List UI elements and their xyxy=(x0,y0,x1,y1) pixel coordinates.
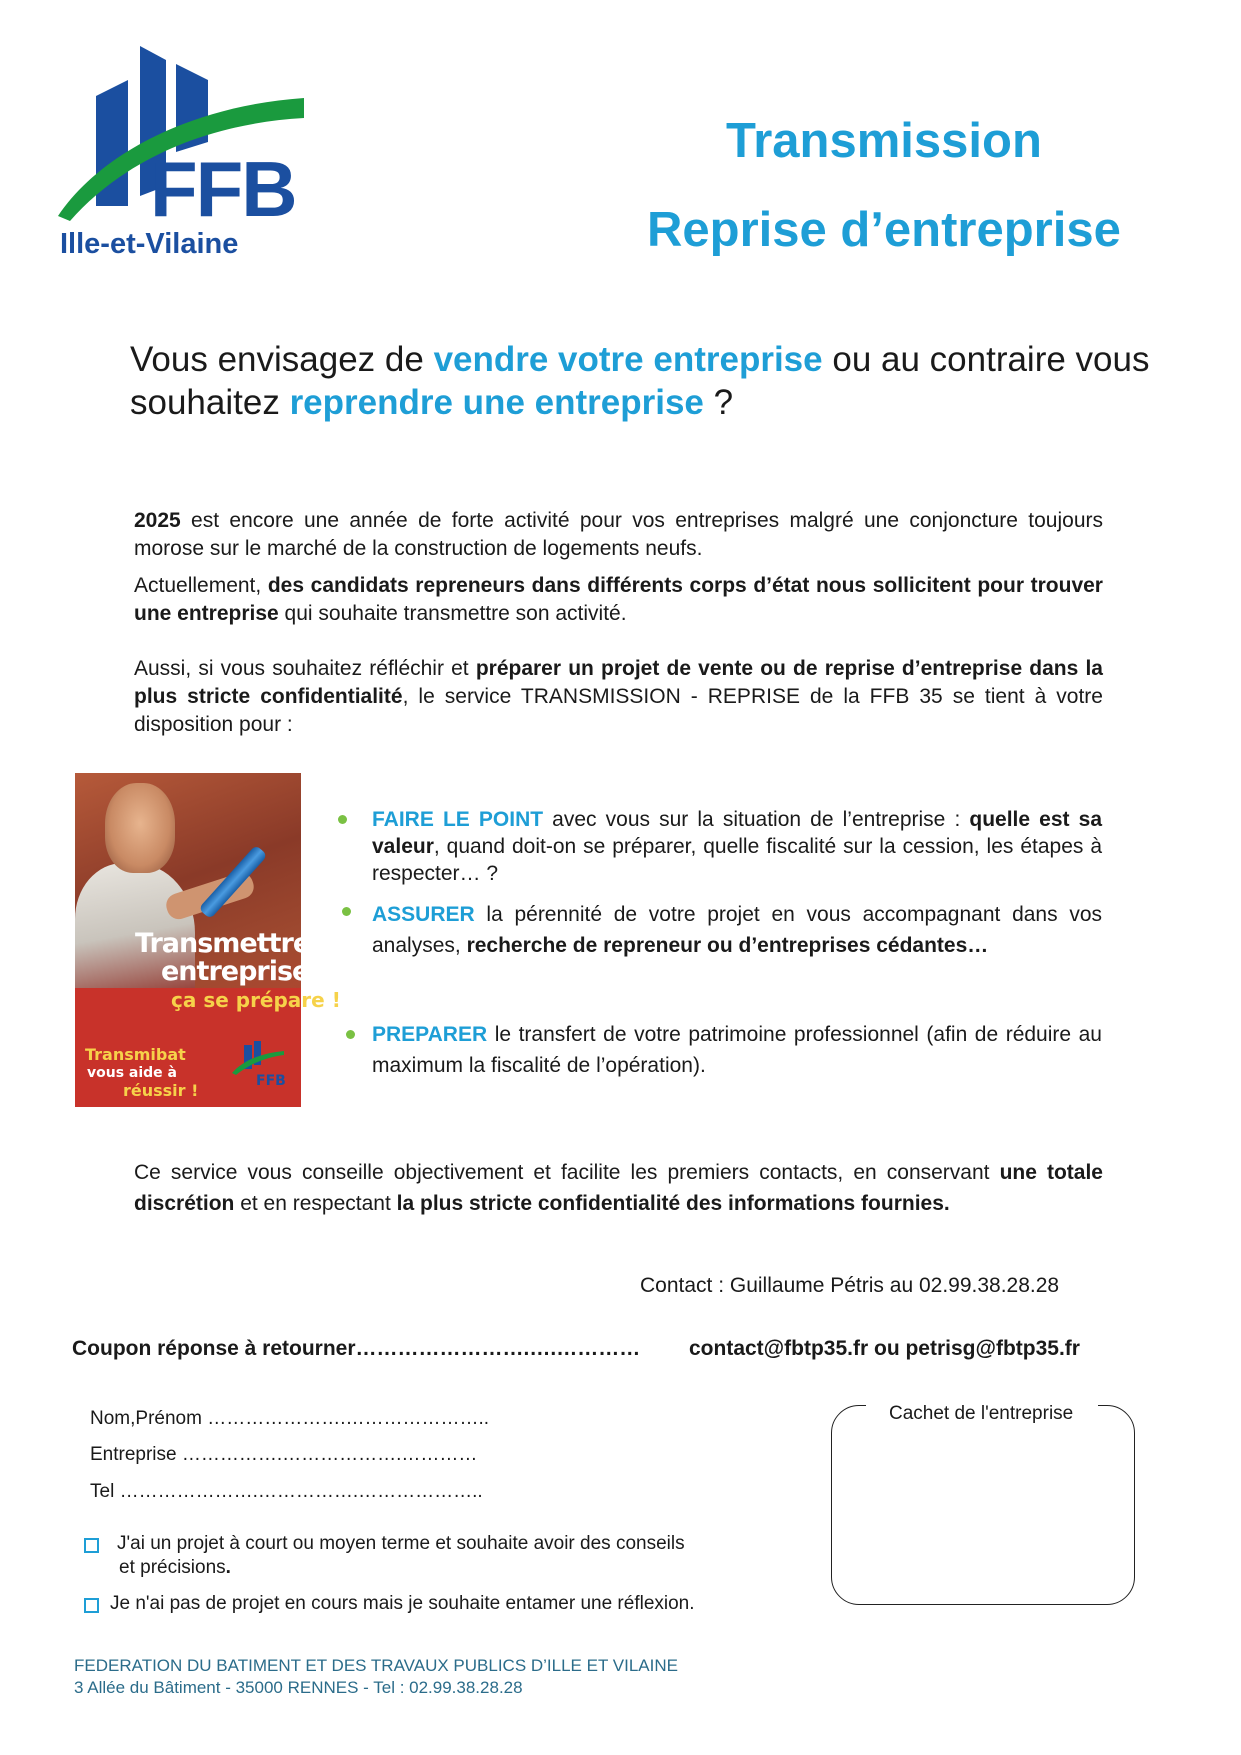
service-bold2: la plus stricte confidentialité des informations fournies. xyxy=(396,1192,950,1215)
option-2: Je n'ai pas de projet en cours mais je souhaite entamer une réflexion. xyxy=(110,1593,695,1614)
bullet-1-label: FAIRE LE POINT xyxy=(372,808,544,831)
transmibat-poster-image xyxy=(75,773,341,1107)
service-text2: et en respectant xyxy=(234,1192,397,1215)
option-1-line-2 xyxy=(119,1556,231,1580)
bullet-3-text1: le transfert de votre patrimoine professionnel (afin de réduire au maximum la fiscalité de l’opération). xyxy=(372,1023,1102,1077)
bullet-dot-3 xyxy=(346,1030,355,1039)
headline-part1: Vous envisagez de xyxy=(130,340,434,379)
form-field-entreprise[interactable]: Entreprise …………….……………….………… xyxy=(90,1444,478,1465)
bullet-dot-1 xyxy=(338,815,347,824)
intro-paragraph-2 xyxy=(134,572,1103,628)
poster-text-transmibat: Transmibat xyxy=(85,1045,186,1064)
intro-p3-text2: , le service TRANSMISSION - REPRISE de la FFB 35 se tient à votre disposition pour : xyxy=(134,685,1103,736)
headline-part3: ? xyxy=(703,383,734,422)
bullet-2-label: ASSURER xyxy=(372,903,475,926)
footer-federation-name: FEDERATION DU BATIMENT ET DES TRAVAUX PUBLICS D’ILLE ET VILAINE xyxy=(74,1656,678,1675)
service-paragraph xyxy=(134,1157,1103,1219)
checkbox-pas-de-projet[interactable] xyxy=(84,1598,99,1613)
bullet-faire-le-point xyxy=(372,806,1102,887)
form-field-tel[interactable]: Tel ………………….…………….……………….. xyxy=(90,1481,483,1502)
service-text1: Ce service vous conseille objectivement et facilite les premiers contacts, en conservant xyxy=(134,1161,1000,1184)
headline xyxy=(130,338,1160,424)
intro-p3-text1: Aussi, si vous souhaitez réfléchir et xyxy=(134,657,476,680)
cachet-box xyxy=(831,1405,1135,1605)
intro-p2-text2: qui souhaite transmettre son activité. xyxy=(278,602,627,625)
bullet-3-label: PREPARER xyxy=(372,1023,488,1046)
intro-paragraph-3 xyxy=(134,655,1103,739)
headline-highlight-buy: reprendre une entreprise xyxy=(289,383,704,422)
coupon-emails[interactable]: contact@fbtp35.fr ou petrisg@fbtp35.fr xyxy=(689,1337,1080,1360)
headline-part2: ou au contraire vous souhaitez xyxy=(130,340,1150,422)
intro-p2-text1: Actuellement, xyxy=(134,574,268,597)
page-title-transmission: Transmission xyxy=(726,114,1042,168)
poster-text-transmettre: Transmettre xyxy=(135,928,311,959)
poster-text-prepare: ça se prépare ! xyxy=(171,988,341,1012)
cachet-label: Cachet de l'entreprise xyxy=(889,1403,1074,1424)
contact-line: Contact : Guillaume Pétris au 02.99.38.28.28 xyxy=(640,1274,1060,1297)
option-1-line-2-text: et précisions xyxy=(119,1557,226,1578)
bullet-1-text2: , quand doit-on se préparer, quelle fiscalité sur la cession, les étapes à respecter… ? xyxy=(372,835,1102,885)
footer-address: 3 Allée du Bâtiment - 35000 RENNES - Tel : 02.99.38.28.28 xyxy=(74,1678,523,1697)
form-field-nom-prenom[interactable]: Nom,Prénom ………………….………………….. xyxy=(90,1408,490,1429)
bullet-assurer xyxy=(372,899,1102,961)
option-1-line-1: J'ai un projet à court ou moyen terme et souhaite avoir des conseils xyxy=(117,1533,685,1554)
intro-p2-bold: des candidats repreneurs dans différents corps d’état nous sollicitent pour trouver une entreprise xyxy=(134,574,1103,625)
intro-paragraph-1 xyxy=(134,507,1103,563)
checkbox-projet-court-terme[interactable] xyxy=(84,1538,99,1553)
bullet-1-text1: avec vous sur la situation de l’entreprise : xyxy=(543,808,970,831)
poster-text-reussir: réussir ! xyxy=(123,1081,199,1100)
svg-text:FFB: FFB xyxy=(256,1073,286,1089)
bullet-2-bold: recherche de repreneur ou d’entreprises cédantes… xyxy=(466,934,989,957)
poster-runner-head xyxy=(105,783,175,873)
logo-region-text: Ille-et-Vilaine xyxy=(60,228,239,260)
headline-highlight-sell: vendre votre entreprise xyxy=(433,340,823,379)
intro-p1-text: est encore une année de forte activité pour vos entreprises malgré une conjoncture toujours morose sur le marché de la construction de logements neufs. xyxy=(134,509,1103,560)
bullet-dot-2 xyxy=(342,907,351,916)
poster-ffb-logo xyxy=(230,1039,286,1089)
option-1-line-2-dot: . xyxy=(225,1557,231,1578)
bullet-preparer xyxy=(372,1019,1102,1081)
bullet-2-text1: la pérennité de votre projet en vous accompagnant dans vos analyses, xyxy=(372,903,1102,957)
page-title-reprise: Reprise d’entreprise xyxy=(647,203,1121,257)
logo-ffb-text: FFB xyxy=(150,145,296,233)
intro-year: 2025 xyxy=(134,509,181,532)
coupon-label: Coupon réponse à retourner…………………….….………… xyxy=(72,1337,641,1360)
service-bold1: une totale discrétion xyxy=(134,1161,1103,1215)
intro-p3-bold: préparer un projet de vente ou de reprise d’entreprise dans la plus stricte confidentialité xyxy=(134,657,1103,708)
poster-text-vous-aide: vous aide à xyxy=(87,1065,178,1081)
bullet-1-bold: quelle est sa valeur xyxy=(372,808,1102,858)
poster-text-entreprise: entreprise xyxy=(161,956,310,987)
